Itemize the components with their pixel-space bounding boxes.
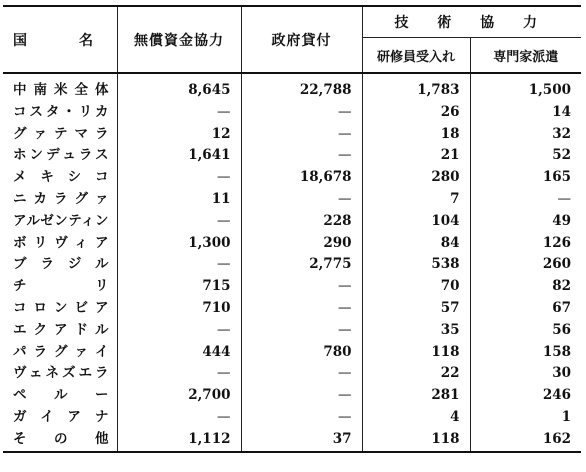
table-row [3, 102, 581, 124]
trainees-cell: 118 [362, 429, 470, 452]
country-name-cell: メキシコ [13, 169, 109, 186]
trainees-cell: 57 [362, 298, 470, 320]
loan-cell: — [241, 189, 362, 211]
loan-header: 政府貸付 [241, 6, 362, 73]
table-row [3, 145, 581, 167]
grant-cell: 12 [117, 124, 241, 146]
grant-cell: 1,112 [117, 429, 241, 452]
country-name-cell: コスタ・リカ [13, 103, 109, 120]
aid-table [3, 5, 581, 453]
country-name-cell: グァテマラ [13, 125, 109, 142]
experts-cell: 49 [470, 211, 581, 233]
trainees-cell: 84 [362, 233, 470, 255]
grant-cell: — [117, 254, 241, 276]
loan-cell: — [241, 276, 362, 298]
grant-cell: 1,641 [117, 145, 241, 167]
experts-cell: 30 [470, 363, 581, 385]
trainees-cell: 18 [362, 124, 470, 146]
country-header-a: 国 [13, 32, 28, 49]
experts-cell: 52 [470, 145, 581, 167]
country-name-cell: ブラジル [13, 256, 109, 273]
grant-cell: 710 [117, 298, 241, 320]
table-row [3, 254, 581, 276]
country-name-cell: 中南米全体 [13, 82, 109, 98]
experts-cell: 56 [470, 320, 581, 342]
loan-cell: 37 [241, 429, 362, 452]
trainees-cell: 538 [362, 254, 470, 276]
table-body [3, 73, 581, 452]
experts-cell: 32 [470, 124, 581, 146]
experts-cell: 158 [470, 342, 581, 364]
grant-cell: — [117, 167, 241, 189]
country-name-cell: ペルー [13, 387, 109, 404]
experts-cell: 14 [470, 102, 581, 124]
table-row [3, 363, 581, 385]
trainees-cell: 1,783 [362, 73, 470, 102]
grant-cell: — [117, 363, 241, 385]
loan-cell: — [241, 407, 362, 429]
country-name-cell: ガイアナ [13, 408, 109, 425]
country-name-cell: ニカラグァ [13, 190, 109, 207]
experts-cell: 162 [470, 429, 581, 452]
loan-cell: 2,775 [241, 254, 362, 276]
table-row [3, 298, 581, 320]
table-row [3, 124, 581, 146]
table-row [3, 429, 581, 452]
trainees-cell: 280 [362, 167, 470, 189]
grant-cell: 11 [117, 189, 241, 211]
table-row [3, 167, 581, 189]
trainees-cell: 26 [362, 102, 470, 124]
trainees-cell: 70 [362, 276, 470, 298]
table-header [3, 6, 581, 73]
country-header-b: 名 [79, 32, 94, 49]
experts-header: 専門家派遣 [470, 38, 581, 74]
country-name-cell: その他 [3, 429, 117, 452]
loan-cell: 22,788 [241, 73, 362, 102]
table-row [3, 211, 581, 233]
country-name-cell: ボリヴィア [13, 234, 109, 251]
trainees-cell: 4 [362, 407, 470, 429]
table-row [3, 189, 581, 211]
grant-cell: 1,300 [117, 233, 241, 255]
loan-cell: — [241, 298, 362, 320]
grant-cell: 715 [117, 276, 241, 298]
experts-cell: 1,500 [470, 73, 581, 102]
table-row [3, 342, 581, 364]
grant-cell: — [117, 102, 241, 124]
table-row [3, 385, 581, 407]
table-row [3, 407, 581, 429]
trainees-cell: 281 [362, 385, 470, 407]
loan-cell: 780 [241, 342, 362, 364]
experts-cell: 82 [470, 276, 581, 298]
country-name-cell: ホンデュラス [13, 147, 109, 164]
table-row [3, 73, 581, 102]
experts-cell: 67 [470, 298, 581, 320]
trainees-cell: 118 [362, 342, 470, 364]
country-name-cell: ヴェネズエラ [13, 365, 109, 382]
table-row [3, 276, 581, 298]
trainees-cell: 7 [362, 189, 470, 211]
experts-cell: — [470, 189, 581, 211]
tech-header: 技 術 協 力 [362, 6, 581, 38]
country-header [3, 6, 117, 73]
grant-cell: — [117, 407, 241, 429]
country-name-cell: チリ [13, 278, 109, 295]
experts-cell: 1 [470, 407, 581, 429]
grant-cell: 8,645 [117, 73, 241, 102]
country-name-cell: コロンビア [13, 299, 109, 316]
experts-cell: 246 [470, 385, 581, 407]
grant-cell: 444 [117, 342, 241, 364]
loan-cell: — [241, 363, 362, 385]
grant-header: 無償資金協力 [117, 6, 241, 73]
trainees-cell: 21 [362, 145, 470, 167]
trainees-cell: 35 [362, 320, 470, 342]
loan-cell: — [241, 385, 362, 407]
trainees-cell: 104 [362, 211, 470, 233]
experts-cell: 126 [470, 233, 581, 255]
loan-cell: 290 [241, 233, 362, 255]
loan-cell: 228 [241, 211, 362, 233]
table-row [3, 233, 581, 255]
experts-cell: 260 [470, 254, 581, 276]
experts-cell: 165 [470, 167, 581, 189]
loan-cell: — [241, 124, 362, 146]
country-name-cell: アルゼンティン [13, 212, 109, 229]
grant-cell: 2,700 [117, 385, 241, 407]
loan-cell: — [241, 145, 362, 167]
grant-cell: — [117, 320, 241, 342]
trainees-cell: 22 [362, 363, 470, 385]
table-row [3, 320, 581, 342]
country-name-cell: エクアドル [13, 321, 109, 338]
country-name-cell: パラグァイ [13, 343, 109, 360]
loan-cell: 18,678 [241, 167, 362, 189]
trainees-header: 研修員受入れ [362, 38, 470, 74]
loan-cell: — [241, 320, 362, 342]
grant-cell: — [117, 211, 241, 233]
loan-cell: — [241, 102, 362, 124]
